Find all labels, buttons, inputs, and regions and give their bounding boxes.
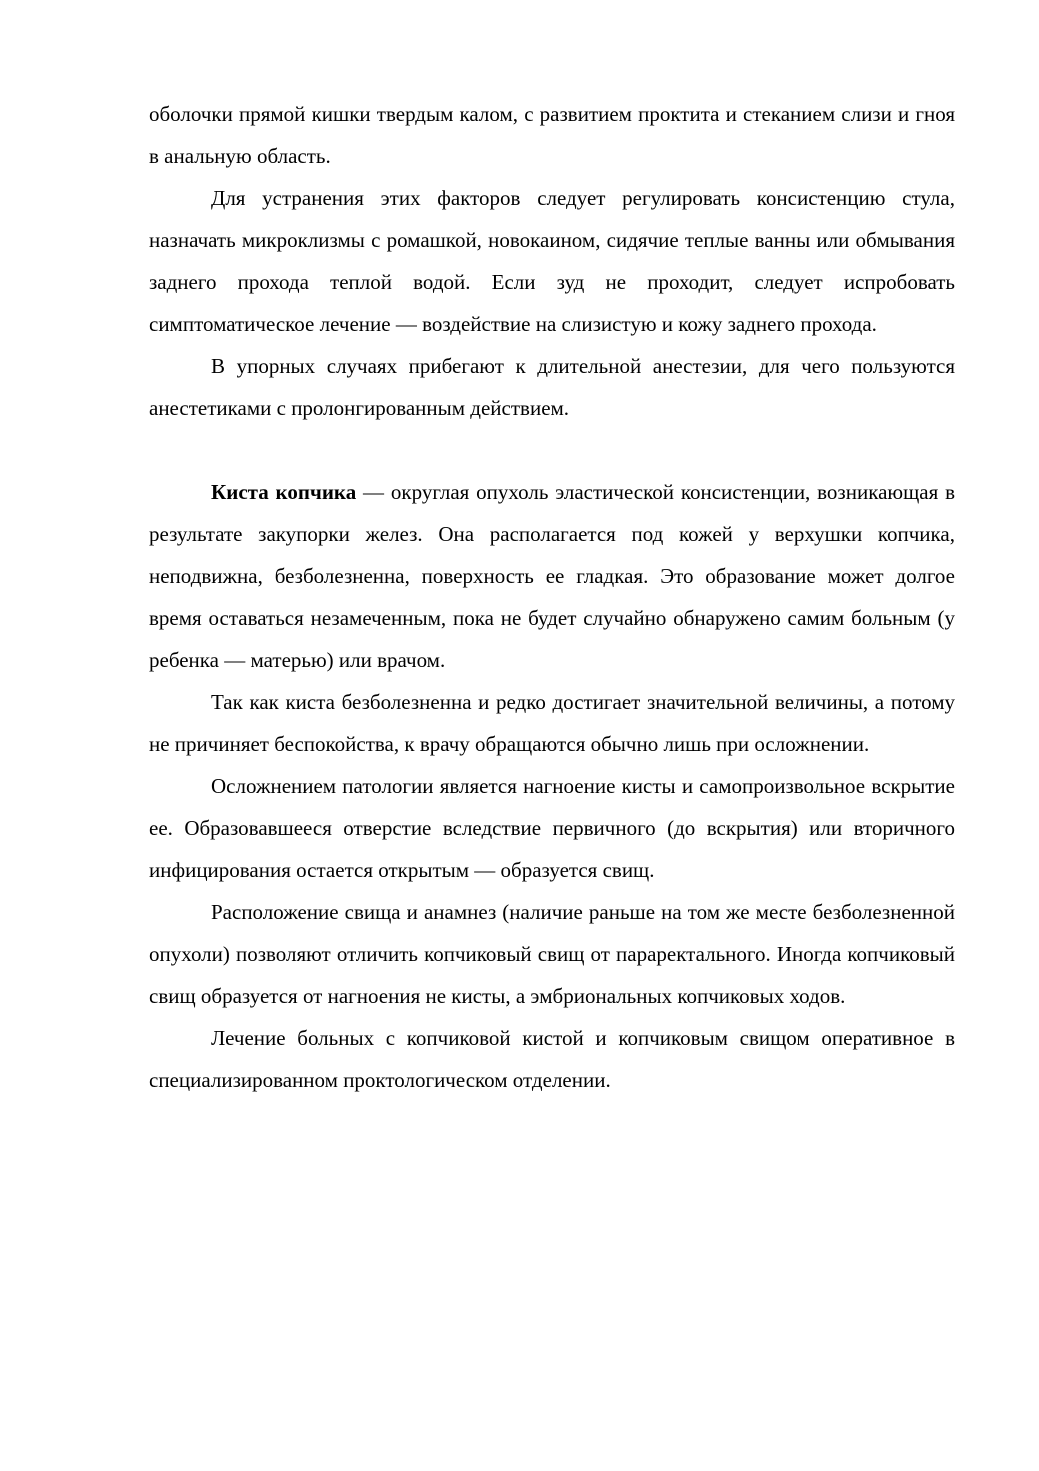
paragraph-treatment: Лечение больных с копчиковой кистой и копчиковым свищом оперативное в специализированном проктологическом отделении. <box>149 1026 955 1092</box>
paragraph-continuation: оболочки прямой кишки твердым калом, с развитием проктита и стеканием слизи и гноя в анальную область. <box>149 102 955 168</box>
section-gap <box>149 429 955 471</box>
paragraph-coccyx-cyst-definition <box>149 471 955 681</box>
definition-text: — округлая опухоль эластической консистенции, возникающая в результате закупорки желез. Она располагается под кожей у верхушки копчика, неподвижна, безболезненна, поверхность ее гладкая. Это образование может долгое время оставаться незамеченным, пока не будет случайно обнаружено самим больным (у ребенка — матерью) или врачом. <box>149 480 955 672</box>
paragraph-painless-cyst: Так как киста безболезненна и редко достигает значительной величины, а потому не причиняет беспокойства, к врачу обращаются обычно лишь при осложнении. <box>149 690 955 756</box>
paragraph-complication: Осложнением патологии является нагноение кисты и самопроизвольное вскрытие ее. Образовавшееся отверстие вследствие первичного (до вскрытия) или вторичного инфицирования остается открытым — образуется свищ. <box>149 774 955 882</box>
paragraph-anesthesia: В упорных случаях прибегают к длительной анестезии, для чего пользуются анестетиками с пролонгированным действием. <box>149 354 955 420</box>
term-coccyx-cyst: Киста копчика <box>211 480 357 504</box>
paragraph-factors-treatment: Для устранения этих факторов следует регулировать консистенцию стула, назначать микроклизмы с ромашкой, новокаином, сидячие теплые ванны или обмывания заднего прохода теплой водой. Если зуд не проходит, следует испробовать симптоматическое лечение — воздействие на слизистую и кожу заднего прохода. <box>149 186 955 336</box>
paragraph-diagnosis: Расположение свища и анамнез (наличие раньше на том же месте безболезненной опухоли) позволяют отличить копчиковый свищ от параректального. Иногда копчиковый свищ образуется от нагноения не кисты, а эмбриональных копчиковых ходов. <box>149 900 955 1008</box>
document-page <box>149 93 955 1101</box>
